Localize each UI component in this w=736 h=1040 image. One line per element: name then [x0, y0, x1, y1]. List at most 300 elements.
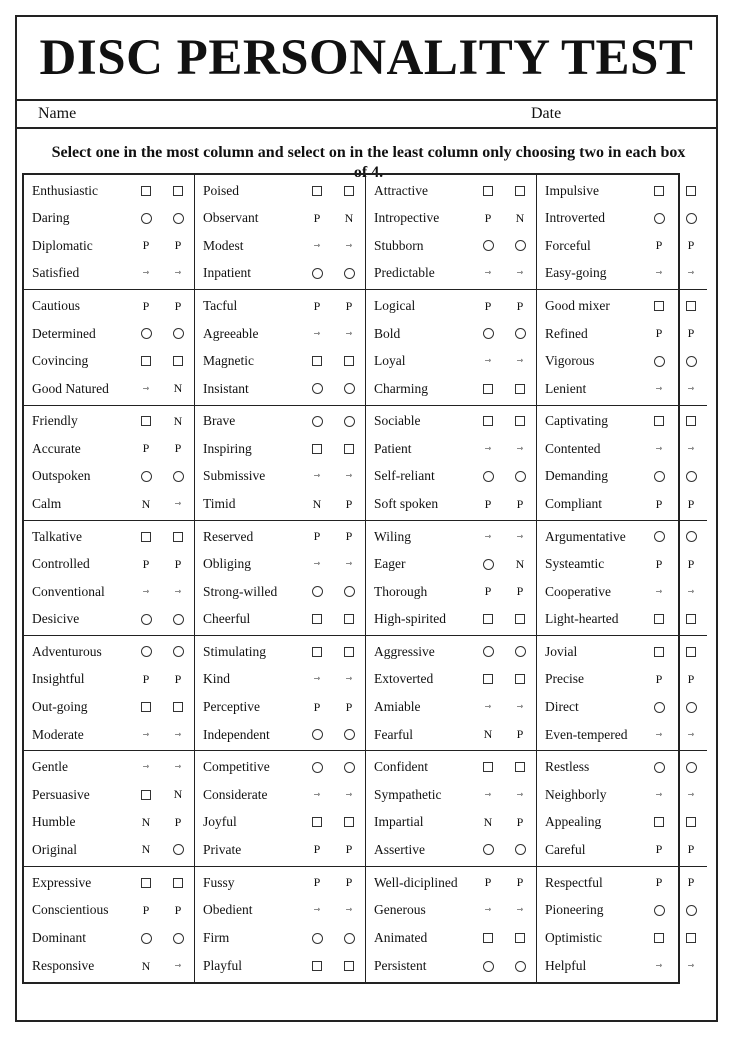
least-arrow-mark[interactable] — [333, 556, 365, 572]
most-checkbox[interactable] — [301, 353, 333, 369]
arrow-icon: ⇾ — [313, 905, 321, 915]
least-radio[interactable] — [504, 238, 536, 254]
most-letter-mark[interactable] — [472, 298, 504, 314]
most-letter-mark[interactable] — [643, 238, 675, 254]
least-letter-mark[interactable] — [504, 584, 536, 600]
most-letter-mark[interactable] — [301, 529, 333, 545]
least-radio[interactable] — [333, 584, 365, 600]
least-radio[interactable] — [675, 902, 707, 918]
trait-word: Argumentative — [545, 528, 626, 544]
least-arrow-mark[interactable] — [333, 902, 365, 918]
letter-mark: N — [483, 727, 493, 742]
most-letter-mark[interactable] — [643, 671, 675, 687]
most-arrow-mark[interactable] — [472, 265, 504, 281]
most-arrow-mark[interactable] — [301, 468, 333, 484]
least-radio[interactable] — [504, 326, 536, 342]
name-date-bar — [17, 101, 716, 129]
least-arrow-mark[interactable] — [504, 699, 536, 715]
least-letter-mark[interactable] — [162, 671, 194, 687]
least-letter-mark[interactable] — [675, 496, 707, 512]
most-radio[interactable] — [472, 842, 504, 858]
least-letter-mark[interactable] — [162, 556, 194, 572]
letter-mark: P — [174, 902, 182, 917]
word-row — [24, 694, 194, 720]
arrow-icon: ⇾ — [516, 268, 524, 278]
word-row — [537, 293, 707, 319]
trait-word: Bold — [374, 325, 401, 341]
word-box — [366, 867, 537, 982]
most-radio[interactable] — [301, 381, 333, 397]
most-radio[interactable] — [130, 930, 162, 946]
most-radio[interactable] — [472, 958, 504, 974]
most-letter-mark[interactable] — [130, 902, 162, 918]
most-checkbox[interactable] — [643, 298, 675, 314]
least-arrow-mark[interactable] — [162, 496, 194, 512]
least-letter-mark[interactable] — [162, 238, 194, 254]
most-radio[interactable] — [472, 556, 504, 572]
word-row — [537, 408, 707, 434]
word-box — [24, 175, 195, 290]
most-arrow-mark[interactable] — [643, 265, 675, 281]
least-arrow-mark[interactable] — [162, 265, 194, 281]
most-radio[interactable] — [643, 353, 675, 369]
most-arrow-mark[interactable] — [301, 326, 333, 342]
most-arrow-mark[interactable] — [301, 238, 333, 254]
letter-mark: P — [687, 238, 695, 253]
least-radio[interactable] — [333, 381, 365, 397]
least-letter-mark[interactable] — [162, 814, 194, 830]
trait-word: Captivating — [545, 413, 608, 429]
least-radio[interactable] — [333, 759, 365, 775]
arrow-icon: ⇾ — [313, 559, 321, 569]
least-radio[interactable] — [675, 699, 707, 715]
most-radio[interactable] — [130, 611, 162, 627]
least-radio[interactable] — [675, 353, 707, 369]
word-row — [195, 694, 365, 720]
least-checkbox[interactable] — [504, 759, 536, 775]
letter-mark: P — [174, 298, 182, 313]
least-arrow-mark[interactable] — [162, 584, 194, 600]
trait-word: Careful — [545, 841, 586, 857]
least-letter-mark[interactable] — [333, 875, 365, 891]
trait-word: Dominant — [32, 930, 86, 946]
word-row — [537, 524, 707, 550]
most-letter-mark[interactable] — [301, 496, 333, 512]
most-letter-mark[interactable] — [643, 875, 675, 891]
most-letter-mark[interactable] — [130, 238, 162, 254]
most-letter-mark[interactable] — [130, 298, 162, 314]
most-arrow-mark[interactable] — [643, 381, 675, 397]
word-row — [195, 870, 365, 896]
most-radio[interactable] — [472, 644, 504, 660]
most-radio[interactable] — [472, 326, 504, 342]
most-arrow-mark[interactable] — [130, 759, 162, 775]
most-letter-mark[interactable] — [301, 875, 333, 891]
word-row — [537, 551, 707, 577]
most-arrow-mark[interactable] — [301, 902, 333, 918]
least-checkbox[interactable] — [333, 441, 365, 457]
most-arrow-mark[interactable] — [643, 787, 675, 803]
least-letter-mark[interactable] — [162, 787, 194, 803]
most-radio[interactable] — [643, 210, 675, 226]
least-letter-mark[interactable] — [333, 298, 365, 314]
word-row — [24, 178, 194, 204]
least-arrow-mark[interactable] — [504, 353, 536, 369]
least-radio[interactable] — [504, 842, 536, 858]
least-arrow-mark[interactable] — [162, 759, 194, 775]
word-row — [366, 837, 536, 863]
most-checkbox[interactable] — [643, 930, 675, 946]
most-radio[interactable] — [643, 468, 675, 484]
least-arrow-mark[interactable] — [504, 265, 536, 281]
most-arrow-mark[interactable] — [643, 727, 675, 743]
least-letter-mark[interactable] — [333, 210, 365, 226]
circle-icon — [515, 471, 526, 482]
trait-word: Helpful — [545, 958, 587, 974]
least-checkbox[interactable] — [162, 183, 194, 199]
word-row — [366, 178, 536, 204]
checkbox-icon — [686, 186, 696, 196]
most-checkbox[interactable] — [301, 958, 333, 974]
most-radio[interactable] — [301, 727, 333, 743]
circle-icon — [141, 213, 152, 224]
most-arrow-mark[interactable] — [130, 727, 162, 743]
most-letter-mark[interactable] — [472, 875, 504, 891]
least-letter-mark[interactable] — [333, 842, 365, 858]
most-arrow-mark[interactable] — [130, 265, 162, 281]
most-checkbox[interactable] — [130, 875, 162, 891]
most-arrow-mark[interactable] — [472, 353, 504, 369]
least-arrow-mark[interactable] — [504, 787, 536, 803]
least-arrow-mark[interactable] — [504, 529, 536, 545]
least-radio[interactable] — [504, 468, 536, 484]
least-checkbox[interactable] — [333, 611, 365, 627]
least-checkbox[interactable] — [333, 644, 365, 660]
most-radio[interactable] — [643, 699, 675, 715]
most-arrow-mark[interactable] — [472, 441, 504, 457]
most-arrow-mark[interactable] — [130, 381, 162, 397]
most-letter-mark[interactable] — [130, 441, 162, 457]
least-radio[interactable] — [333, 930, 365, 946]
least-radio[interactable] — [162, 611, 194, 627]
most-letter-mark[interactable] — [130, 496, 162, 512]
word-row — [24, 491, 194, 517]
most-radio[interactable] — [130, 644, 162, 660]
checkbox-icon — [344, 186, 354, 196]
most-checkbox[interactable] — [301, 441, 333, 457]
trait-word: Timid — [203, 496, 236, 512]
most-checkbox[interactable] — [643, 644, 675, 660]
most-checkbox[interactable] — [643, 611, 675, 627]
least-letter-mark[interactable] — [504, 556, 536, 572]
most-letter-mark[interactable] — [643, 842, 675, 858]
least-checkbox[interactable] — [504, 381, 536, 397]
most-arrow-mark[interactable] — [643, 441, 675, 457]
least-radio[interactable] — [675, 759, 707, 775]
circle-icon — [515, 961, 526, 972]
arrow-icon: ⇾ — [687, 268, 695, 278]
circle-icon — [312, 933, 323, 944]
least-letter-mark[interactable] — [162, 902, 194, 918]
least-radio[interactable] — [333, 413, 365, 429]
least-arrow-mark[interactable] — [675, 265, 707, 281]
circle-icon — [686, 762, 697, 773]
circle-icon — [483, 961, 494, 972]
word-row — [24, 551, 194, 577]
most-letter-mark[interactable] — [643, 556, 675, 572]
circle-icon — [483, 646, 494, 657]
most-checkbox[interactable] — [472, 183, 504, 199]
least-arrow-mark[interactable] — [504, 902, 536, 918]
least-checkbox[interactable] — [504, 413, 536, 429]
least-arrow-mark[interactable] — [333, 671, 365, 687]
most-radio[interactable] — [301, 759, 333, 775]
least-arrow-mark[interactable] — [675, 958, 707, 974]
least-arrow-mark[interactable] — [333, 787, 365, 803]
word-box — [537, 175, 707, 290]
least-arrow-mark[interactable] — [162, 727, 194, 743]
least-arrow-mark[interactable] — [162, 958, 194, 974]
least-letter-mark[interactable] — [675, 875, 707, 891]
least-arrow-mark[interactable] — [675, 727, 707, 743]
least-checkbox[interactable] — [504, 611, 536, 627]
least-checkbox[interactable] — [333, 353, 365, 369]
letter-mark: P — [345, 496, 353, 511]
letter-mark: P — [142, 441, 150, 456]
most-arrow-mark[interactable] — [643, 584, 675, 600]
most-checkbox[interactable] — [472, 413, 504, 429]
word-row — [366, 925, 536, 951]
most-radio[interactable] — [130, 468, 162, 484]
most-arrow-mark[interactable] — [472, 699, 504, 715]
least-arrow-mark[interactable] — [675, 441, 707, 457]
least-letter-mark[interactable] — [504, 496, 536, 512]
least-radio[interactable] — [162, 326, 194, 342]
most-checkbox[interactable] — [643, 413, 675, 429]
least-letter-mark[interactable] — [504, 875, 536, 891]
least-arrow-mark[interactable] — [333, 326, 365, 342]
most-checkbox[interactable] — [472, 611, 504, 627]
most-radio[interactable] — [301, 584, 333, 600]
least-letter-mark[interactable] — [333, 496, 365, 512]
least-arrow-mark[interactable] — [675, 584, 707, 600]
least-letter-mark[interactable] — [162, 441, 194, 457]
arrow-icon: ⇾ — [345, 674, 353, 684]
least-letter-mark[interactable] — [504, 727, 536, 743]
least-radio[interactable] — [504, 644, 536, 660]
least-checkbox[interactable] — [675, 644, 707, 660]
least-checkbox[interactable] — [333, 183, 365, 199]
least-radio[interactable] — [162, 210, 194, 226]
trait-word: Stimulating — [203, 643, 267, 659]
most-letter-mark[interactable] — [472, 210, 504, 226]
most-letter-mark[interactable] — [643, 326, 675, 342]
most-letter-mark[interactable] — [301, 842, 333, 858]
most-letter-mark[interactable] — [130, 842, 162, 858]
least-letter-mark[interactable] — [675, 556, 707, 572]
most-checkbox[interactable] — [130, 787, 162, 803]
most-checkbox[interactable] — [472, 930, 504, 946]
least-arrow-mark[interactable] — [504, 441, 536, 457]
least-letter-mark[interactable] — [504, 210, 536, 226]
word-row — [195, 463, 365, 489]
least-checkbox[interactable] — [504, 183, 536, 199]
most-arrow-mark[interactable] — [472, 902, 504, 918]
trait-word: Perceptive — [203, 699, 260, 715]
most-letter-mark[interactable] — [472, 584, 504, 600]
most-checkbox[interactable] — [643, 814, 675, 830]
most-checkbox[interactable] — [130, 183, 162, 199]
least-radio[interactable] — [162, 644, 194, 660]
least-letter-mark[interactable] — [504, 814, 536, 830]
circle-icon — [173, 328, 184, 339]
most-arrow-mark[interactable] — [301, 671, 333, 687]
most-radio[interactable] — [472, 468, 504, 484]
least-radio[interactable] — [162, 842, 194, 858]
most-checkbox[interactable] — [130, 353, 162, 369]
trait-word: Fussy — [203, 874, 235, 890]
trait-word: Enthusiastic — [32, 182, 98, 198]
most-letter-mark[interactable] — [643, 496, 675, 512]
trait-word: Expressive — [32, 874, 92, 890]
word-row — [195, 178, 365, 204]
checkbox-icon — [141, 790, 151, 800]
letter-mark: P — [687, 556, 695, 571]
most-letter-mark[interactable] — [472, 814, 504, 830]
least-letter-mark[interactable] — [675, 238, 707, 254]
checkbox-icon — [312, 817, 322, 827]
word-row — [537, 694, 707, 720]
most-letter-mark[interactable] — [301, 298, 333, 314]
arrow-icon: ⇾ — [174, 762, 182, 772]
most-arrow-mark[interactable] — [472, 529, 504, 545]
most-checkbox[interactable] — [472, 671, 504, 687]
most-letter-mark[interactable] — [130, 958, 162, 974]
checkbox-icon — [654, 301, 664, 311]
least-checkbox[interactable] — [162, 529, 194, 545]
most-checkbox[interactable] — [643, 183, 675, 199]
least-arrow-mark[interactable] — [333, 238, 365, 254]
least-letter-mark[interactable] — [162, 298, 194, 314]
least-letter-mark[interactable] — [675, 842, 707, 858]
word-row — [366, 606, 536, 632]
most-arrow-mark[interactable] — [301, 787, 333, 803]
most-letter-mark[interactable] — [130, 814, 162, 830]
most-checkbox[interactable] — [130, 529, 162, 545]
least-radio[interactable] — [162, 930, 194, 946]
least-checkbox[interactable] — [675, 814, 707, 830]
most-radio[interactable] — [643, 529, 675, 545]
least-checkbox[interactable] — [675, 413, 707, 429]
least-radio[interactable] — [675, 468, 707, 484]
arrow-icon: ⇾ — [655, 268, 663, 278]
least-letter-mark[interactable] — [162, 413, 194, 429]
most-radio[interactable] — [301, 930, 333, 946]
word-row — [537, 809, 707, 835]
most-checkbox[interactable] — [301, 814, 333, 830]
most-checkbox[interactable] — [472, 381, 504, 397]
least-radio[interactable] — [333, 727, 365, 743]
word-row — [537, 953, 707, 979]
trait-word: Considerate — [203, 786, 268, 802]
most-radio[interactable] — [643, 902, 675, 918]
least-letter-mark[interactable] — [162, 381, 194, 397]
least-radio[interactable] — [162, 468, 194, 484]
least-checkbox[interactable] — [162, 875, 194, 891]
least-checkbox[interactable] — [162, 699, 194, 715]
least-arrow-mark[interactable] — [333, 468, 365, 484]
name-label: Name — [38, 105, 77, 122]
checkbox-icon — [483, 416, 493, 426]
word-box — [195, 867, 366, 982]
word-row — [24, 782, 194, 808]
least-checkbox[interactable] — [675, 183, 707, 199]
most-radio[interactable] — [472, 238, 504, 254]
most-checkbox[interactable] — [130, 413, 162, 429]
most-checkbox[interactable] — [301, 183, 333, 199]
least-checkbox[interactable] — [675, 298, 707, 314]
word-row — [195, 524, 365, 550]
most-letter-mark[interactable] — [130, 556, 162, 572]
least-arrow-mark[interactable] — [675, 787, 707, 803]
most-letter-mark[interactable] — [130, 671, 162, 687]
least-checkbox[interactable] — [504, 671, 536, 687]
most-radio[interactable] — [130, 326, 162, 342]
least-letter-mark[interactable] — [675, 671, 707, 687]
word-row — [366, 666, 536, 692]
word-row — [366, 233, 536, 259]
least-letter-mark[interactable] — [504, 298, 536, 314]
most-arrow-mark[interactable] — [643, 958, 675, 974]
least-checkbox[interactable] — [333, 814, 365, 830]
most-checkbox[interactable] — [301, 644, 333, 660]
most-checkbox[interactable] — [301, 611, 333, 627]
least-checkbox[interactable] — [675, 611, 707, 627]
most-letter-mark[interactable] — [301, 699, 333, 715]
least-checkbox[interactable] — [333, 958, 365, 974]
trait-word: Obedient — [203, 902, 253, 918]
most-radio[interactable] — [301, 265, 333, 281]
least-letter-mark[interactable] — [675, 326, 707, 342]
most-checkbox[interactable] — [130, 699, 162, 715]
least-arrow-mark[interactable] — [675, 381, 707, 397]
most-radio[interactable] — [130, 210, 162, 226]
word-box — [24, 636, 195, 751]
least-radio[interactable] — [675, 210, 707, 226]
least-letter-mark[interactable] — [333, 699, 365, 715]
least-radio[interactable] — [504, 958, 536, 974]
least-checkbox[interactable] — [504, 930, 536, 946]
most-arrow-mark[interactable] — [130, 584, 162, 600]
most-arrow-mark[interactable] — [472, 787, 504, 803]
word-row — [195, 408, 365, 434]
least-checkbox[interactable] — [675, 930, 707, 946]
least-checkbox[interactable] — [162, 353, 194, 369]
most-radio[interactable] — [643, 759, 675, 775]
least-letter-mark[interactable] — [333, 529, 365, 545]
most-letter-mark[interactable] — [301, 210, 333, 226]
most-letter-mark[interactable] — [472, 496, 504, 512]
trait-word: Poised — [203, 182, 240, 198]
least-radio[interactable] — [675, 529, 707, 545]
most-radio[interactable] — [301, 413, 333, 429]
most-arrow-mark[interactable] — [301, 556, 333, 572]
most-checkbox[interactable] — [472, 759, 504, 775]
least-radio[interactable] — [333, 265, 365, 281]
trait-word: Determined — [32, 325, 96, 341]
most-letter-mark[interactable] — [472, 727, 504, 743]
word-box — [195, 175, 366, 290]
